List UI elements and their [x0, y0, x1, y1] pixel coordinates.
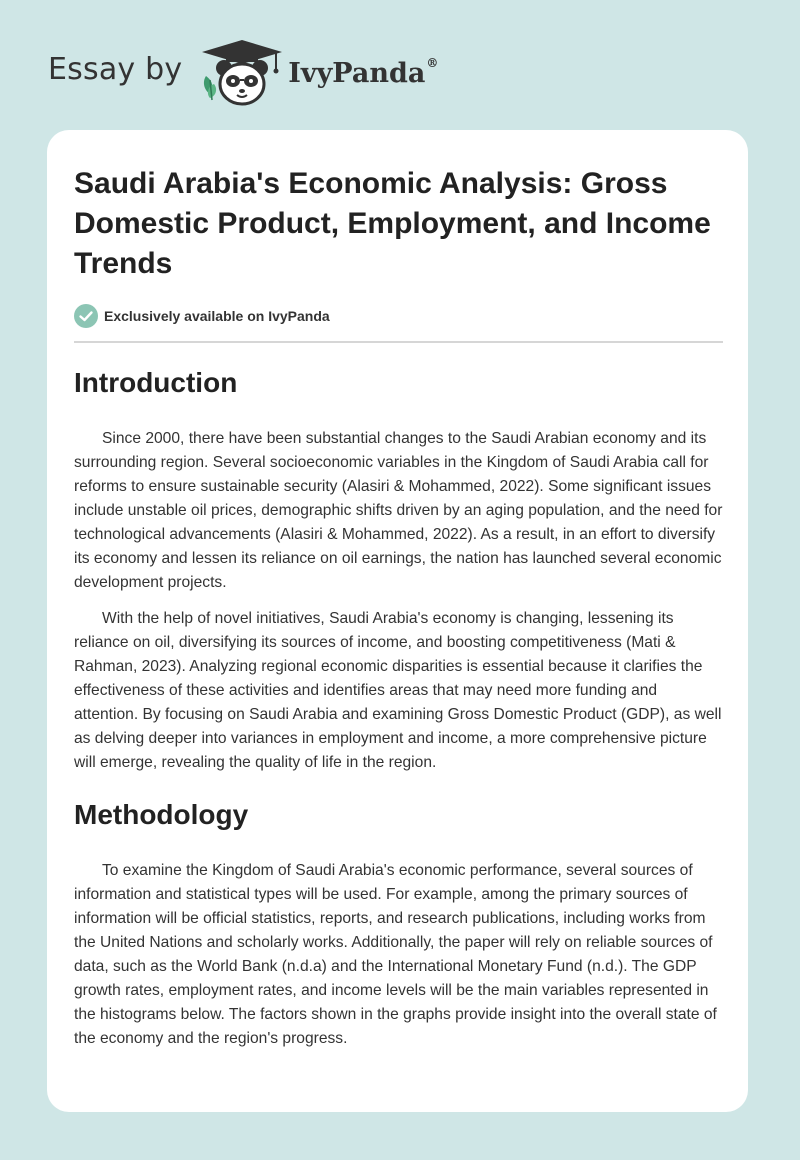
essay-content [74, 164, 723, 1051]
exclusive-badge-text: Exclusively available on IvyPanda [104, 308, 330, 324]
section-heading: Methodology [74, 799, 249, 830]
essay-card [47, 130, 748, 1112]
registered-mark: ® [426, 55, 439, 70]
brand-name [288, 55, 439, 89]
brand-header [48, 36, 438, 108]
paragraph: To examine the Kingdom of Saudi Arabia's economic performance, several sources of information and statistical types will be used. For example, among the primary sources of information will be official statistics, reports, and research publications, including works from the United Nations and scholarly works. Additionally, the paper will rely on reliable sources of data, such as the World Bank (n.d.a) and the International Monetary Fund (n.d.). The GDP growth rates, employment rates, and income levels will be the main variables represented in the histograms below. The factors shown in the graphs provide insight into the overall state of the economy and the region's progress. [74, 862, 717, 1047]
section-methodology [74, 797, 723, 1051]
panda-graduate-logo-icon [196, 36, 286, 108]
exclusive-badge [74, 303, 723, 329]
title-divider [74, 341, 723, 343]
paragraph: With the help of novel initiatives, Saudi Arabia's economy is changing, lessening its reliance on oil, diversifying its sources of income, and boosting competitiveness (Mati & Rahman, 2023). Analyzing regional economic disparities is essential because it clarifies the effectiveness of these activities and identifies areas that may need more funding and attention. By focusing on Saudi Arabia and examining Gross Domestic Product (GDP), as well as delving deeper into variances in employment and income, a more comprehensive picture will emerge, revealing the quality of life in the region. [74, 610, 722, 771]
section-introduction [74, 365, 723, 775]
check-circle-icon [74, 304, 98, 328]
section-heading: Introduction [74, 367, 238, 398]
brand-prefix: Essay by [48, 51, 183, 87]
essay-title: Saudi Arabia's Economic Analysis: Gross Domestic Product, Employment, and Income Trends [74, 167, 711, 280]
brand-name-text: IvyPanda [288, 57, 426, 89]
paragraph: Since 2000, there have been substantial changes to the Saudi Arabian economy and its surrounding region. Several socioeconomic variables in the Kingdom of Saudi Arabia call for reforms to ensure sustainable security (Alasiri & Mohammed, 2022). Some significant issues include unstable oil prices, demographic shifts driven by an aging population, and the need for technological advancements (Alasiri & Mohammed, 2022). As a result, in an effort to diversify its economy and lessen its reliance on oil earnings, the nation has launched several economic development projects. [74, 430, 723, 591]
